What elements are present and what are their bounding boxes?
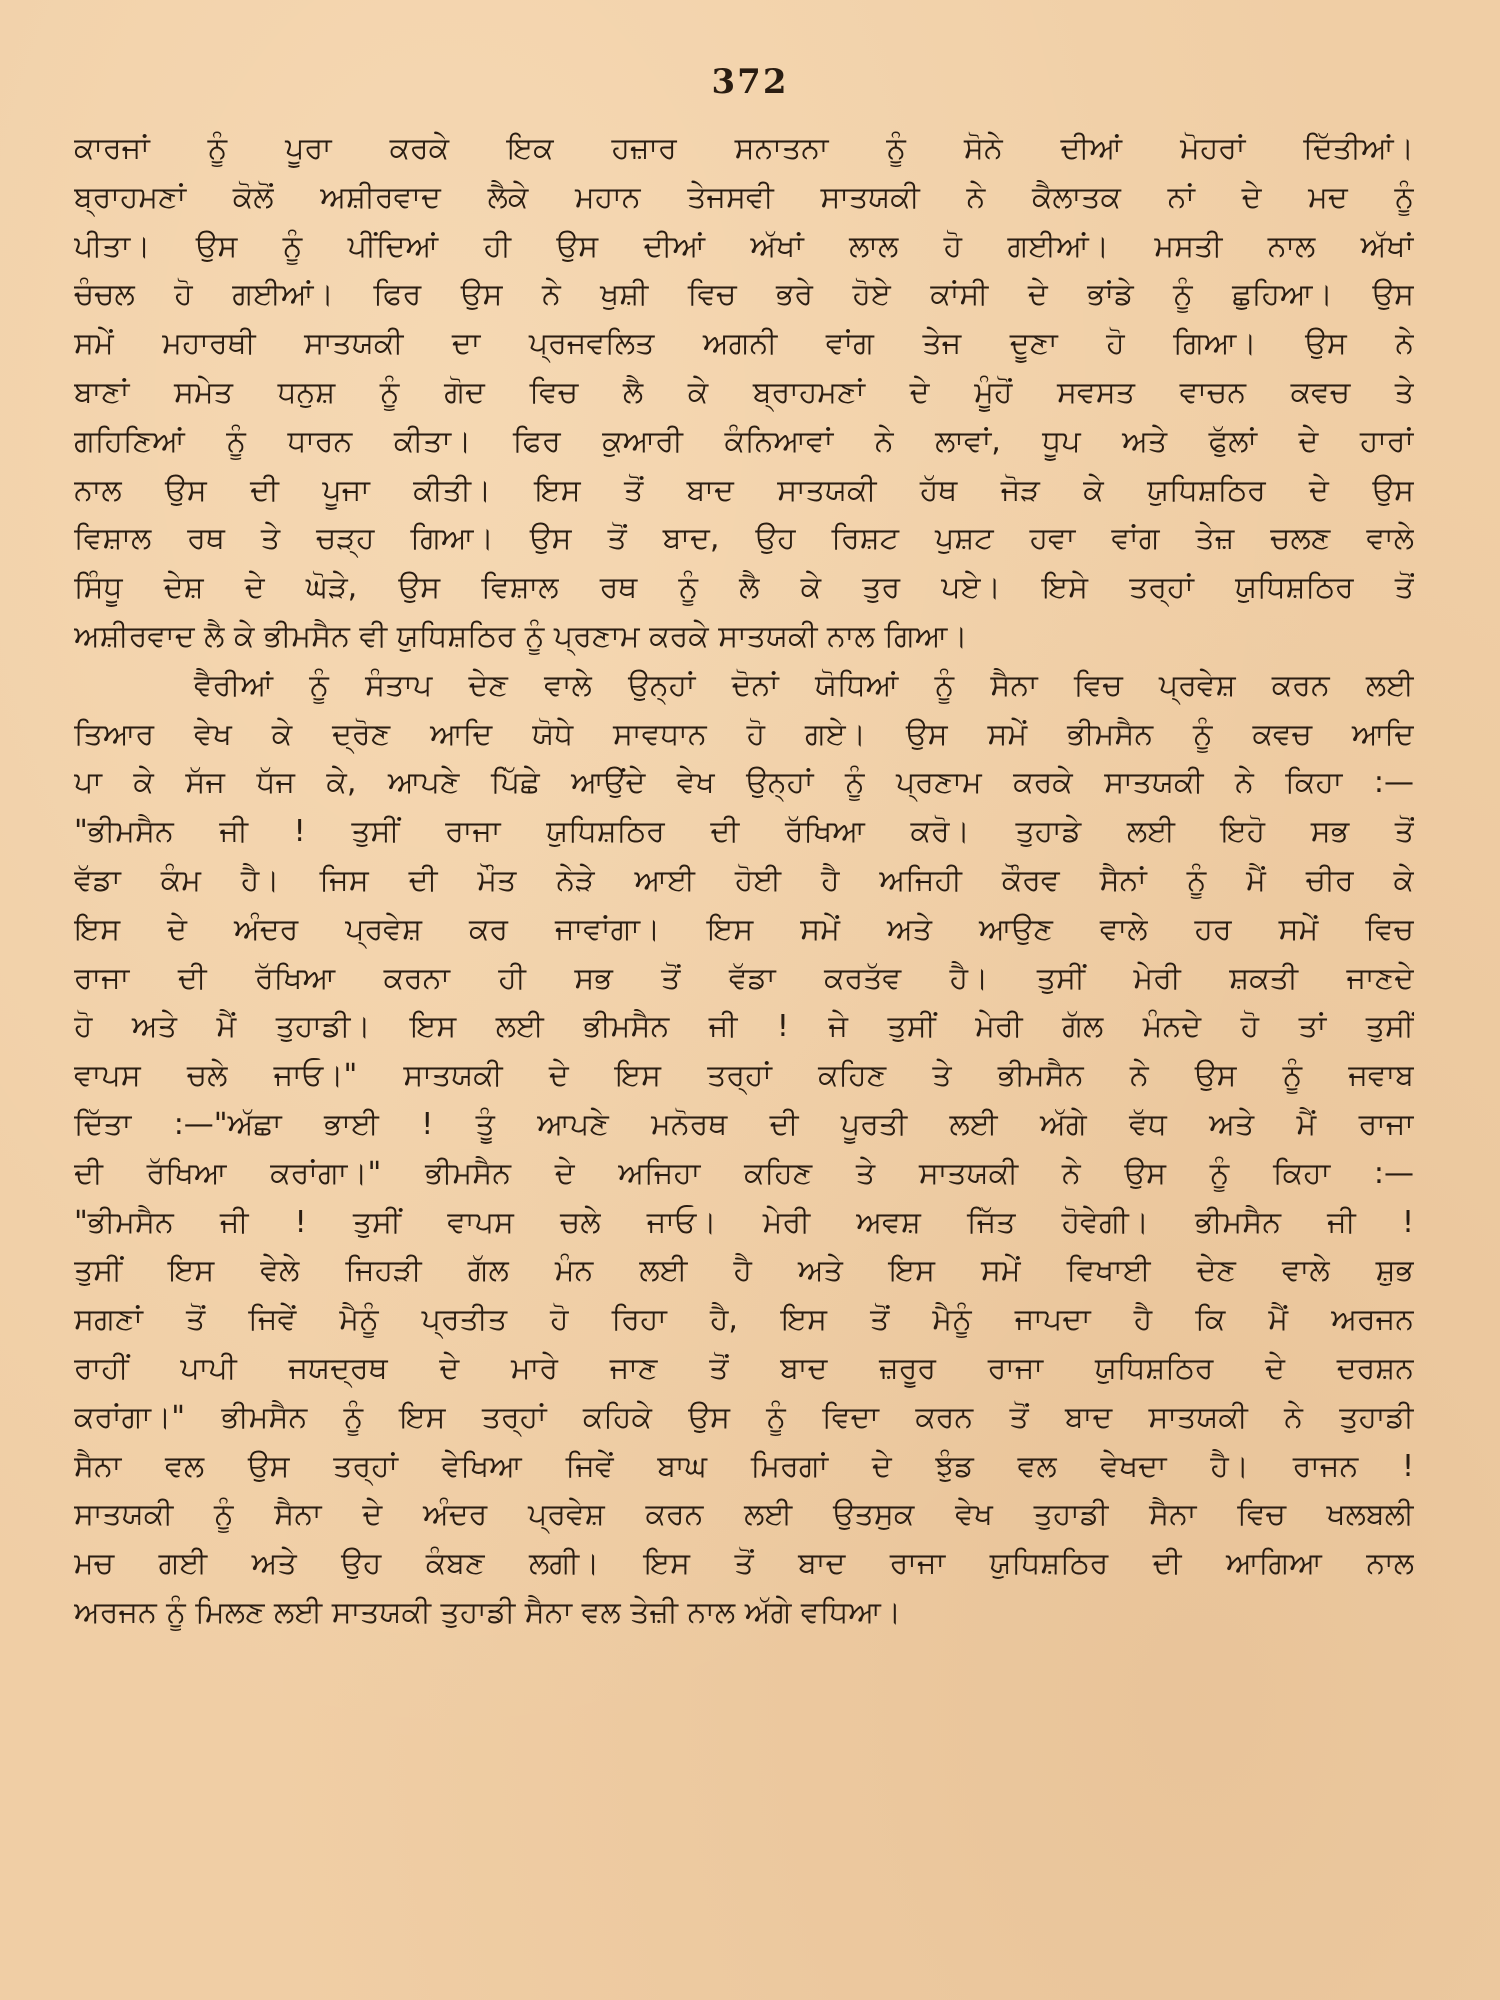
text-line: ਸਗਣਾਂ ਤੋਂ ਜਿਵੇਂ ਮੈਨੂੰ ਪ੍ਰਤੀਤ ਹੋ ਰਿਹਾ ਹੈ, ਇਸ ਤੋਂ ਮੈਨੂੰ ਜਾਪਦਾ ਹੈ ਕਿ ਮੈਂ ਅਰਜਨ [74,1302,1414,1338]
text-line: ਚੰਚਲ ਹੋ ਗਈਆਂ। ਫਿਰ ਉਸ ਨੇ ਖੁਸ਼ੀ ਵਿਚ ਭਰੇ ਹੋਏ ਕਾਂਸੀ ਦੇ ਭਾਂਡੇ ਨੂੰ ਛੁਹਿਆ। ਉਸ [74,277,1414,313]
text-line: ਬ੍ਰਾਹਮਣਾਂ ਕੋਲੋਂ ਅਸ਼ੀਰਵਾਦ ਲੈਕੇ ਮਹਾਨ ਤੇਜਸਵੀ ਸਾਤਯਕੀ ਨੇ ਕੈਲਾਤਕ ਨਾਂ ਦੇ ਮਦ ਨੂੰ [74,179,1414,215]
text-line: ਸੈਨਾ ਵਲ ਉਸ ਤਰ੍ਹਾਂ ਵੇਖਿਆ ਜਿਵੇਂ ਬਾਘ ਮਿਰਗਾਂ ਦੇ ਝੁੰਡ ਵਲ ਵੇਖਦਾ ਹੈ। ਰਾਜਨ ! [74,1448,1414,1484]
text-line: ਦੀ ਰੱਖਿਆ ਕਰਾਂਗਾ।" ਭੀਮਸੈਨ ਦੇ ਅਜਿਹਾ ਕਹਿਣ ਤੇ ਸਾਤਯਕੀ ਨੇ ਉਸ ਨੂੰ ਕਿਹਾ :— [74,1155,1414,1191]
body-text [74,125,1414,1638]
text-line: ਕਾਰਜਾਂ ਨੂੰ ਪੂਰਾ ਕਰਕੇ ਇਕ ਹਜ਼ਾਰ ਸਨਾਤਨਾ ਨੂੰ ਸੋਨੇ ਦੀਆਂ ਮੋਹਰਾਂ ਦਿੱਤੀਆਂ। [74,131,1414,166]
text-line: ਸਾਤਯਕੀ ਨੂੰ ਸੈਨਾ ਦੇ ਅੰਦਰ ਪ੍ਰਵੇਸ਼ ਕਰਨ ਲਈ ਉਤਸੁਕ ਵੇਖ ਤੁਹਾਡੀ ਸੈਨਾ ਵਿਚ ਖਲਬਲੀ [74,1497,1414,1533]
text-line: ਵਿਸ਼ਾਲ ਰਥ ਤੇ ਚੜ੍ਹ ਗਿਆ। ਉਸ ਤੋਂ ਬਾਦ, ਉਹ ਰਿਸ਼ਟ ਪੁਸ਼ਟ ਹਵਾ ਵਾਂਗ ਤੇਜ਼ ਚਲਣ ਵਾਲੇ [74,521,1414,557]
text-line: ਪਾ ਕੇ ਸੱਜ ਧੱਜ ਕੇ, ਆਪਣੇ ਪਿੱਛੇ ਆਉਂਦੇ ਵੇਖ ਉਨ੍ਹਾਂ ਨੂੰ ਪ੍ਰਣਾਮ ਕਰਕੇ ਸਾਤਯਕੀ ਨੇ ਕਿਹਾ :— [74,765,1414,801]
text-line: ਰਾਹੀਂ ਪਾਪੀ ਜਯਦ੍ਰਥ ਦੇ ਮਾਰੇ ਜਾਣ ਤੋਂ ਬਾਦ ਜ਼ਰੂਰ ਰਾਜਾ ਯੁਧਿਸ਼ਠਿਰ ਦੇ ਦਰਸ਼ਨ [74,1350,1414,1386]
text-line: ਬਾਣਾਂ ਸਮੇਤ ਧਨੁਸ਼ ਨੂੰ ਗੋਦ ਵਿਚ ਲੈ ਕੇ ਬ੍ਰਾਹਮਣਾਂ ਦੇ ਮੂੰਹੋਂ ਸਵਸਤ ਵਾਚਨ ਕਵਚ ਤੇ [74,374,1414,410]
text-line: ਤਿਆਰ ਵੇਖ ਕੇ ਦ੍ਰੋਣ ਆਦਿ ਯੋਧੇ ਸਾਵਧਾਨ ਹੋ ਗਏ। ਉਸ ਸਮੇਂ ਭੀਮਸੈਨ ਨੂੰ ਕਵਚ ਆਦਿ [74,716,1414,752]
text-line: ਗਹਿਣਿਆਂ ਨੂੰ ਧਾਰਨ ਕੀਤਾ। ਫਿਰ ਕੁਆਰੀ ਕੰਨਿਆਵਾਂ ਨੇ ਲਾਵਾਂ, ਧੂਪ ਅਤੇ ਫੁੱਲਾਂ ਦੇ ਹਾਰਾਂ [74,423,1414,459]
text-line: ਦਿੱਤਾ :—"ਅੱਛਾ ਭਾਈ ! ਤੂੰ ਆਪਣੇ ਮਨੋਰਥ ਦੀ ਪੂਰਤੀ ਲਈ ਅੱਗੇ ਵੱਧ ਅਤੇ ਮੈਂ ਰਾਜਾ [74,1106,1414,1142]
text-line: ਅਰਜਨ ਨੂੰ ਮਿਲਣ ਲਈ ਸਾਤਯਕੀ ਤੁਹਾਡੀ ਸੈਨਾ ਵਲ ਤੇਜ਼ੀ ਨਾਲ ਅੱਗੇ ਵਧਿਆ। [74,1594,902,1630]
page-number: 372 [711,62,789,102]
text-line: ਪੀਤਾ। ਉਸ ਨੂੰ ਪੀਂਦਿਆਂ ਹੀ ਉਸ ਦੀਆਂ ਅੱਖਾਂ ਲਾਲ ਹੋ ਗਈਆਂ। ਮਸਤੀ ਨਾਲ ਅੱਖਾਂ [74,228,1414,264]
text-line: ਰਾਜਾ ਦੀ ਰੱਖਿਆ ਕਰਨਾ ਹੀ ਸਭ ਤੋਂ ਵੱਡਾ ਕਰਤੱਵ ਹੈ। ਤੁਸੀਂ ਮੇਰੀ ਸ਼ਕਤੀ ਜਾਣਦੇ [74,960,1414,996]
text-line: ਅਸ਼ੀਰਵਾਦ ਲੈ ਕੇ ਭੀਮਸੈਨ ਵੀ ਯੁਧਿਸ਼ਠਿਰ ਨੂੰ ਪ੍ਰਣਾਮ ਕਰਕੇ ਸਾਤਯਕੀ ਨਾਲ ਗਿਆ। [74,618,968,654]
text-line: ਹੋ ਅਤੇ ਮੈਂ ਤੁਹਾਡੀ। ਇਸ ਲਈ ਭੀਮਸੈਨ ਜੀ ! ਜੇ ਤੁਸੀਂ ਮੇਰੀ ਗੱਲ ਮੰਨਦੇ ਹੋ ਤਾਂ ਤੁਸੀਂ [74,1009,1414,1045]
text-line: "ਭੀਮਸੈਨ ਜੀ ! ਤੁਸੀਂ ਰਾਜਾ ਯੁਧਿਸ਼ਠਿਰ ਦੀ ਰੱਖਿਆ ਕਰੋ। ਤੁਹਾਡੇ ਲਈ ਇਹੋ ਸਭ ਤੋਂ [74,814,1414,850]
text-line: ਕਰਾਂਗਾ।" ਭੀਮਸੈਨ ਨੂੰ ਇਸ ਤਰ੍ਹਾਂ ਕਹਿਕੇ ਉਸ ਨੂੰ ਵਿਦਾ ਕਰਨ ਤੋਂ ਬਾਦ ਸਾਤਯਕੀ ਨੇ ਤੁਹਾਡੀ [74,1399,1414,1435]
text-line: ਵੱਡਾ ਕੰਮ ਹੈ। ਜਿਸ ਦੀ ਮੌਤ ਨੇੜੇ ਆਈ ਹੋਈ ਹੈ ਅਜਿਹੀ ਕੌਰਵ ਸੈਨਾਂ ਨੂੰ ਮੈਂ ਚੀਰ ਕੇ [74,862,1414,898]
text-line: ਸਿੰਧੂ ਦੇਸ਼ ਦੇ ਘੋੜੇ, ਉਸ ਵਿਸ਼ਾਲ ਰਥ ਨੂੰ ਲੈ ਕੇ ਤੁਰ ਪਏ। ਇਸੇ ਤਰ੍ਹਾਂ ਯੁਧਿਸ਼ਠਿਰ ਤੋਂ [74,570,1414,606]
text-line: ਵੈਰੀਆਂ ਨੂੰ ਸੰਤਾਪ ਦੇਣ ਵਾਲੇ ਉਨ੍ਹਾਂ ਦੋਨਾਂ ਯੋਧਿਆਂ ਨੂੰ ਸੈਨਾ ਵਿਚ ਪ੍ਰਵੇਸ਼ ਕਰਨ ਲਈ [194,667,1414,703]
text-line: ਵਾਪਸ ਚਲੇ ਜਾਓ।" ਸਾਤਯਕੀ ਦੇ ਇਸ ਤਰ੍ਹਾਂ ਕਹਿਣ ਤੇ ਭੀਮਸੈਨ ਨੇ ਉਸ ਨੂੰ ਜਵਾਬ [74,1058,1414,1094]
text-line: ਸਮੇਂ ਮਹਾਰਥੀ ਸਾਤਯਕੀ ਦਾ ਪ੍ਰਜਵਲਿਤ ਅਗਨੀ ਵਾਂਗ ਤੇਜ ਦੂਣਾ ਹੋ ਗਿਆ। ਉਸ ਨੇ [74,326,1414,362]
text-line: ਇਸ ਦੇ ਅੰਦਰ ਪ੍ਰਵੇਸ਼ ਕਰ ਜਾਵਾਂਗਾ। ਇਸ ਸਮੇਂ ਅਤੇ ਆਉਣ ਵਾਲੇ ਹਰ ਸਮੇਂ ਵਿਚ [74,911,1414,947]
text-line: ਨਾਲ ਉਸ ਦੀ ਪੂਜਾ ਕੀਤੀ। ਇਸ ਤੋਂ ਬਾਦ ਸਾਤਯਕੀ ਹੱਥ ਜੋੜ ਕੇ ਯੁਧਿਸ਼ਠਿਰ ਦੇ ਉਸ [74,472,1414,508]
text-line: ਤੁਸੀਂ ਇਸ ਵੇਲੇ ਜਿਹੜੀ ਗੱਲ ਮੰਨ ਲਈ ਹੈ ਅਤੇ ਇਸ ਸਮੇਂ ਵਿਖਾਈ ਦੇਣ ਵਾਲੇ ਸ਼ੁਭ [74,1253,1414,1289]
text-line: "ਭੀਮਸੈਨ ਜੀ ! ਤੁਸੀਂ ਵਾਪਸ ਚਲੇ ਜਾਓ। ਮੇਰੀ ਅਵਸ਼ ਜਿੱਤ ਹੋਵੇਗੀ। ਭੀਮਸੈਨ ਜੀ ! [74,1204,1414,1240]
text-line: ਮਚ ਗਈ ਅਤੇ ਉਹ ਕੰਬਣ ਲਗੀ। ਇਸ ਤੋਂ ਬਾਦ ਰਾਜਾ ਯੁਧਿਸ਼ਠਿਰ ਦੀ ਆਗਿਆ ਨਾਲ [74,1546,1414,1582]
